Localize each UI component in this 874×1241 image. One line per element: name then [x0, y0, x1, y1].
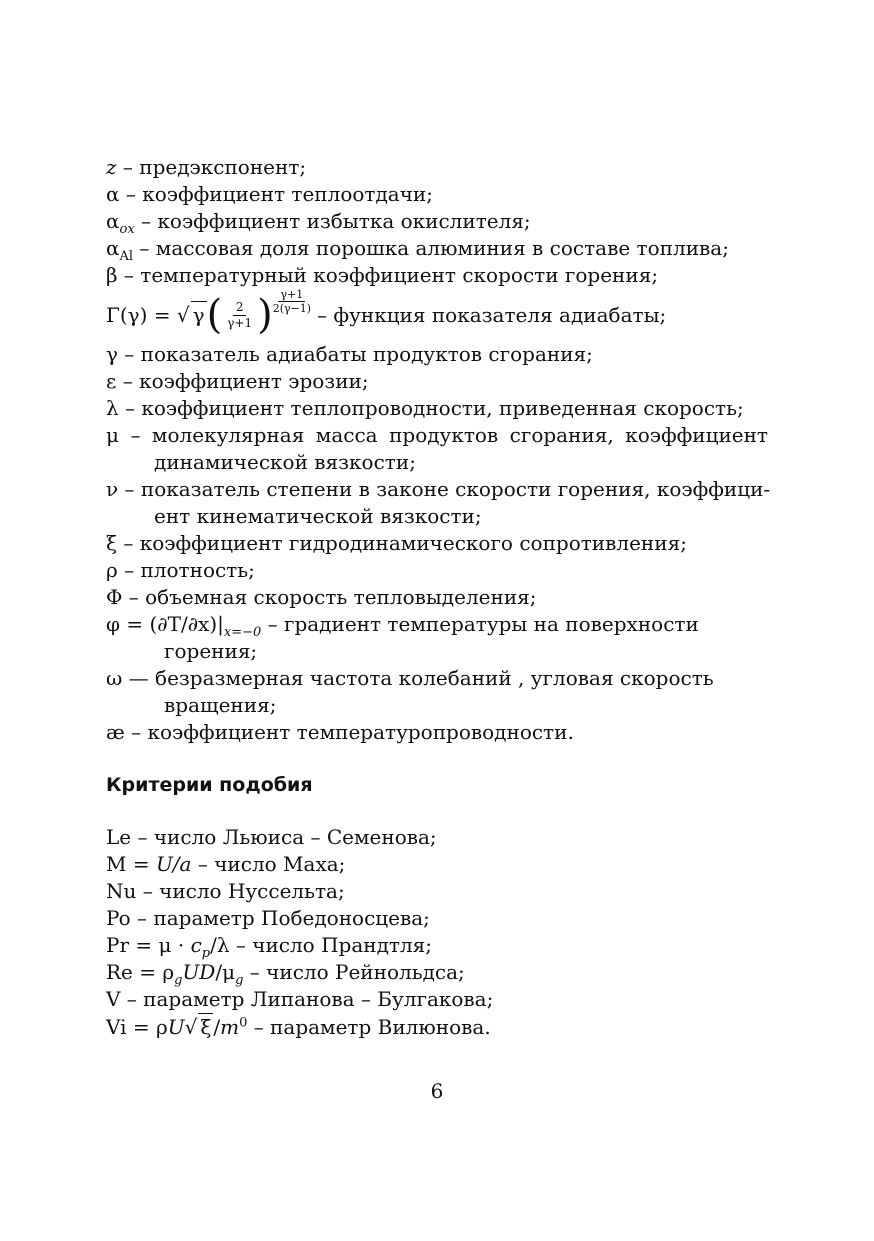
def-phi-cap: Φ – объемная скорость тепловыделения; — [106, 585, 537, 609]
formula: /μ — [215, 960, 236, 984]
formula-lhs: Re = ρ — [106, 960, 175, 984]
def-text: – параметр Вилюнова. — [247, 1015, 491, 1039]
symbol: α — [106, 236, 120, 260]
crit-mach — [106, 851, 768, 878]
crit-po: Po – параметр Победоносцева; — [106, 906, 430, 930]
def-text: – градиент температуры на поверхности — [261, 612, 699, 636]
formula-lhs: M = — [106, 852, 156, 876]
section-heading: Критерии подобия — [106, 774, 313, 796]
def-phi-cont: горения; — [164, 639, 258, 663]
crit-vi — [106, 1013, 768, 1041]
formula-lhs: φ = (∂T/∂x)| — [106, 612, 224, 636]
crit-re — [106, 959, 768, 986]
def-text: – функция показателя адиабаты; — [317, 302, 667, 327]
def-mu: μ – молекулярная масса продуктов сгорания, коэффициент — [106, 423, 768, 447]
left-paren: ( — [206, 292, 223, 338]
sqrt-sign: √ — [184, 1015, 198, 1039]
def-nu: ν – показатель степени в законе скорости горения, коэффици- — [106, 477, 771, 501]
def-beta: β – температурный коэффициент скорости горения; — [106, 263, 659, 287]
formula: / — [213, 1015, 221, 1039]
def-text: – число Рейнольдса; — [243, 960, 465, 984]
fraction — [224, 300, 255, 331]
def-lambda: λ – коэффициент теплопроводности, приведенная скорость; — [106, 396, 744, 420]
def-text: /λ – число Прандтля; — [210, 933, 433, 957]
formula-lhs: Γ(γ) = √ — [106, 302, 190, 327]
def-rho: ρ – плотность; — [106, 558, 255, 582]
def-nu-cont: ент кинематической вязкости; — [154, 504, 482, 528]
def-gamma: γ – показатель адиабаты продуктов сгорания; — [106, 342, 593, 366]
right-paren: ) — [257, 292, 273, 338]
def-z — [106, 154, 768, 181]
def-epsilon: ε – коэффициент эрозии; — [106, 369, 369, 393]
def-xi: ξ – коэффициент гидродинамического сопротивления; — [106, 531, 687, 555]
def-mu-cont: динамической вязкости; — [154, 450, 416, 474]
formula-lhs: Vi = ρ — [106, 1015, 168, 1039]
subscript: p — [201, 946, 211, 961]
subscript: ox — [119, 222, 135, 237]
def-alpha: α – коэффициент теплоотдачи; — [106, 182, 433, 206]
def-phi — [106, 611, 768, 638]
page-content — [106, 154, 771, 1041]
symbol: m — [220, 1015, 240, 1039]
def-text: – предэкспонент; — [116, 155, 307, 179]
subscript: g — [235, 973, 244, 988]
sqrt-arg: γ — [192, 303, 205, 327]
crit-v: V – параметр Липанова – Булгакова; — [106, 987, 494, 1011]
symbol: z — [106, 155, 117, 179]
symbol: U — [167, 1015, 185, 1039]
superscript: 0 — [239, 1015, 248, 1031]
exp-numerator: γ+1 — [280, 287, 304, 301]
denominator: γ+1 — [227, 315, 253, 330]
formula: UD — [182, 960, 216, 984]
def-omega-cont: вращения; — [164, 693, 277, 717]
symbol: c — [190, 933, 202, 957]
def-alpha-al — [106, 235, 768, 262]
def-text: – массовая доля порошка алюминия в составе топлива; — [133, 236, 729, 260]
def-text: – коэффициент избытка окислителя; — [134, 209, 531, 233]
def-ae: æ – коэффициент температуропроводности. — [106, 720, 574, 744]
symbol: α — [106, 209, 120, 233]
def-text: – число Маха; — [191, 852, 346, 876]
subscript: g — [174, 973, 183, 988]
subscript: Al — [119, 249, 134, 264]
crit-nu: Nu – число Нуссельта; — [106, 879, 345, 903]
formula: U/a — [155, 852, 192, 876]
subscript: x=−0 — [223, 625, 262, 640]
crit-pr — [106, 932, 768, 959]
page-number: 6 — [430, 1079, 444, 1103]
sqrt-arg: ξ — [200, 1015, 212, 1039]
crit-le: Le – число Льюиса – Семенова; — [106, 825, 437, 849]
exp-denominator: 2(γ−1) — [272, 301, 312, 315]
def-alpha-ox — [106, 208, 768, 235]
def-gamma-function — [106, 289, 768, 341]
numerator: 2 — [233, 300, 247, 316]
formula-lhs: Pr = μ · — [106, 933, 191, 957]
exponent — [273, 288, 311, 315]
def-omega: ω — безразмерная частота колебаний , угловая скорость — [106, 666, 714, 690]
